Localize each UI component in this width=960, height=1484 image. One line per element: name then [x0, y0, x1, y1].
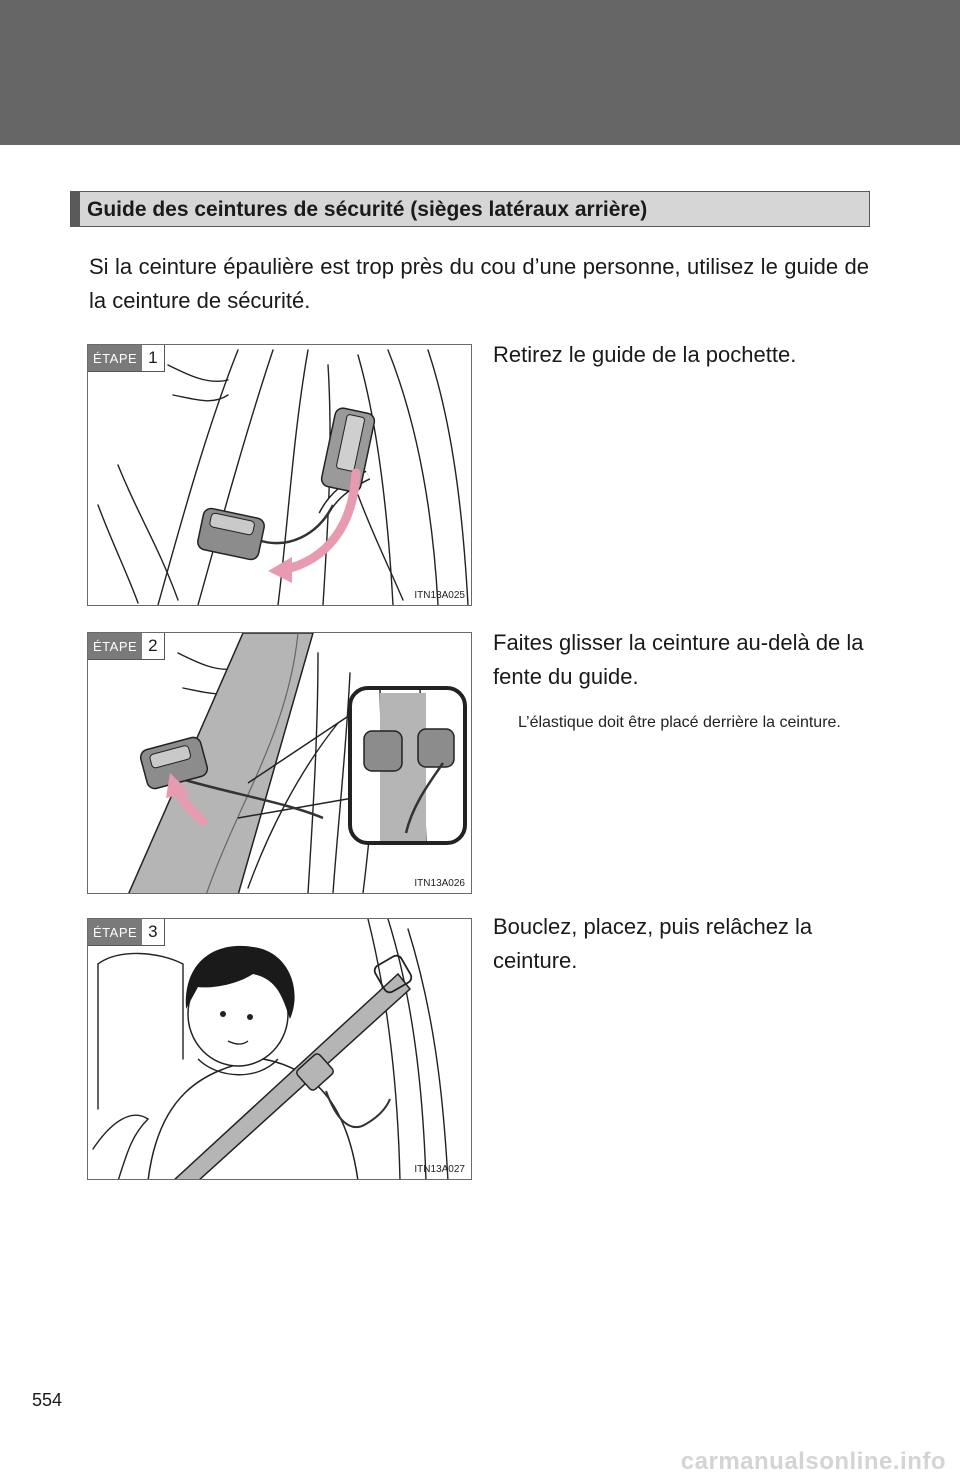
seatbelt-guide-pocket-illustration: [88, 345, 472, 606]
step-label-2: ÉTAPE 2: [88, 633, 165, 660]
section-header-bar: [71, 192, 80, 226]
step-label-3: ÉTAPE 3: [88, 919, 165, 946]
section-header: [70, 191, 870, 227]
figure-code-2: ITN13A026: [414, 878, 465, 889]
top-band: [0, 0, 960, 145]
figure-step-3: [87, 918, 472, 1180]
step-text-1: Retirez le guide de la pochette.: [493, 342, 797, 367]
figure-code-1: ITN13A025: [414, 590, 465, 601]
intro-paragraph: Si la ceinture épaulière est trop près du cou d’une personne, utilisez le guide de la ceinture de sécurité.: [89, 254, 869, 313]
step-text-3: Bouclez, placez, puis relâchez la ceinture.: [493, 914, 813, 973]
page-number: 554: [32, 1390, 63, 1410]
figure-code-3: ITN13A027: [414, 1164, 465, 1175]
section-title: Guide des ceintures de sécurité (sièges latéraux arrière): [87, 198, 648, 221]
watermark: carmanualsonline.info: [680, 1448, 946, 1475]
child-belted-illustration: [88, 919, 472, 1180]
step-text-2: Faites glisser la ceinture au-delà de la fente du guide.: [493, 630, 864, 689]
figure-step-1: [87, 344, 472, 606]
belt-slide-guide-illustration: [88, 633, 472, 894]
step-note-2: L’élastique doit être placé derrière la ceinture.: [518, 714, 841, 731]
figure-step-2: [87, 632, 472, 894]
step-label-1: ÉTAPE 1: [88, 345, 165, 372]
